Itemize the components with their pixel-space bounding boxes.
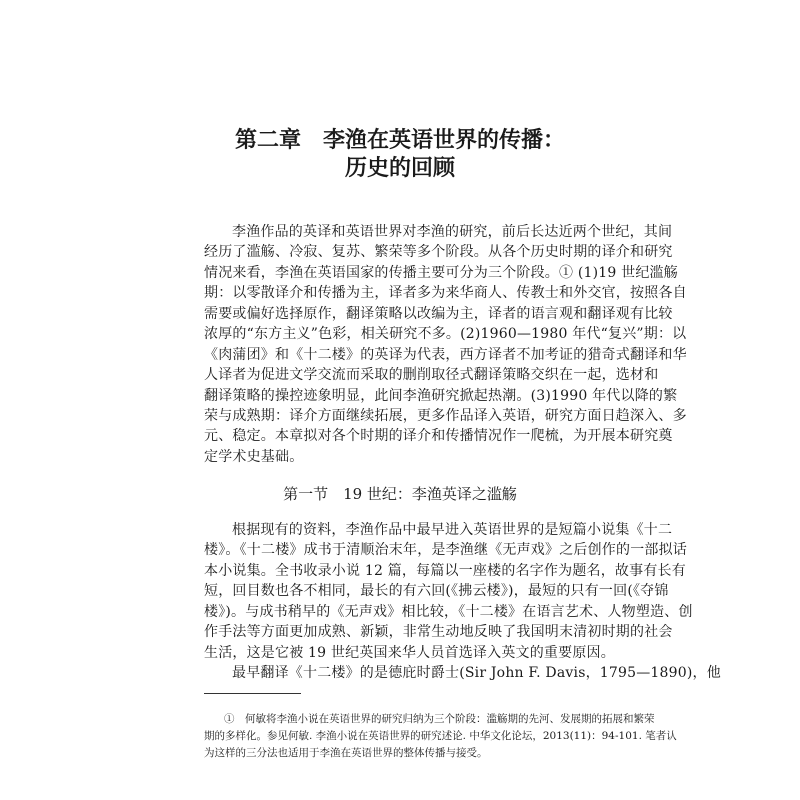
text-line: 期：以零散译介和传播为主，译者多为来华商人、传教士和外交官，按照各自 (204, 285, 687, 302)
paragraph-intro (204, 222, 687, 467)
text-line: 需要或偏好选择原作，翻译策略以改编为主，译者的语言观和翻译观有比较 (204, 305, 673, 322)
footnote (204, 711, 677, 762)
text-line: 根据现有的资料，李渔作品中最早进入英语世界的是短篇小说集《十二 (232, 522, 673, 538)
chapter-title-line1: 第二章 李渔在英语世界的传播： (234, 127, 565, 153)
footnote-line: 为这样的三分法也适用于李渔在英语世界的整体传播与接受。 (204, 747, 488, 759)
text-line: 楼》)。与成书稍早的《无声戏》相比较，《十二楼》在语言艺术、人物塑造、创 (204, 603, 693, 620)
text-line: 作手法等方面更加成熟、新颖，非常生动地反映了我国明末清初时期的社会 (204, 624, 673, 641)
chapter-title-line2: 历史的回顾 (344, 155, 455, 181)
text-line: 浓厚的“东方主义”色彩，相关研究不多。(2)1960—1980 年代“复兴”期：以 (204, 326, 687, 343)
section-heading: 第一节 19 世纪：李渔英译之滥觞 (283, 485, 517, 503)
text-line: 荣与成熟期：译介方面继续拓展，更多作品译入英语，研究方面日趋深入、多 (204, 407, 687, 424)
text-line: 经历了滥觞、冷寂、复苏、繁荣等多个阶段。从各个历史时期的译介和研究 (204, 244, 673, 261)
text-line: 《肉蒲团》和《十二楼》的英译为代表，西方译者不加考证的猎奇式翻译和华 (204, 346, 687, 363)
text-line: 最早翻译《十二楼》的是德庇时爵士(Sir John F. Davis，1795—1890)，他 (232, 665, 721, 682)
footnote-line: 期的多样化。参见何敏. 李渔小说在英语世界的研究述论. 中华文化论坛，2013(11)：94-101. 笔者认 (204, 730, 677, 742)
text-line: 人译者为促进文学交流而采取的删削取径式翻译策略交织在一起，选材和 (204, 367, 659, 384)
text-line: 情况来看，李渔在英语国家的传播主要可分为三个阶段。① (1)19 世纪滥觞 (204, 264, 678, 281)
text-line: 楼》。《十二楼》成书于清顺治末年，是李渔继《无声戏》之后创作的一部拟话 (204, 542, 687, 559)
text-line: 李渔作品的英译和英语世界对李渔的研究，前后长达近两个世纪，其间 (232, 224, 673, 240)
text-line: 翻译策略的操控迹象明显，此间李渔研究掀起热潮。(3)1990 年代以降的繁 (204, 387, 678, 404)
footnote-line: ① 何敏将李渔小说在英语世界的研究归纳为三个阶段：滥觞期的先河、发展期的拓展和繁荣 (224, 713, 655, 725)
text-line: 生活，这是它被 19 世纪英国来华人员首选译入英文的重要原因。 (204, 644, 615, 661)
text-line: 本小说集。全书收录小说 12 篇，每篇以一座楼的名字作为题名，故事有长有 (204, 562, 686, 579)
text-line: 元、稳定。本章拟对各个时期的译介和传播情况作一爬梳，为开展本研究奠 (204, 428, 673, 445)
text-line: 短，回目数也各不相同，最长的有六回(《拂云楼》)，最短的只有一回(《夺锦 (204, 583, 669, 600)
paragraph-section1 (204, 520, 721, 684)
footnote-divider (204, 693, 301, 694)
text-line: 定学术史基础。 (204, 448, 304, 465)
